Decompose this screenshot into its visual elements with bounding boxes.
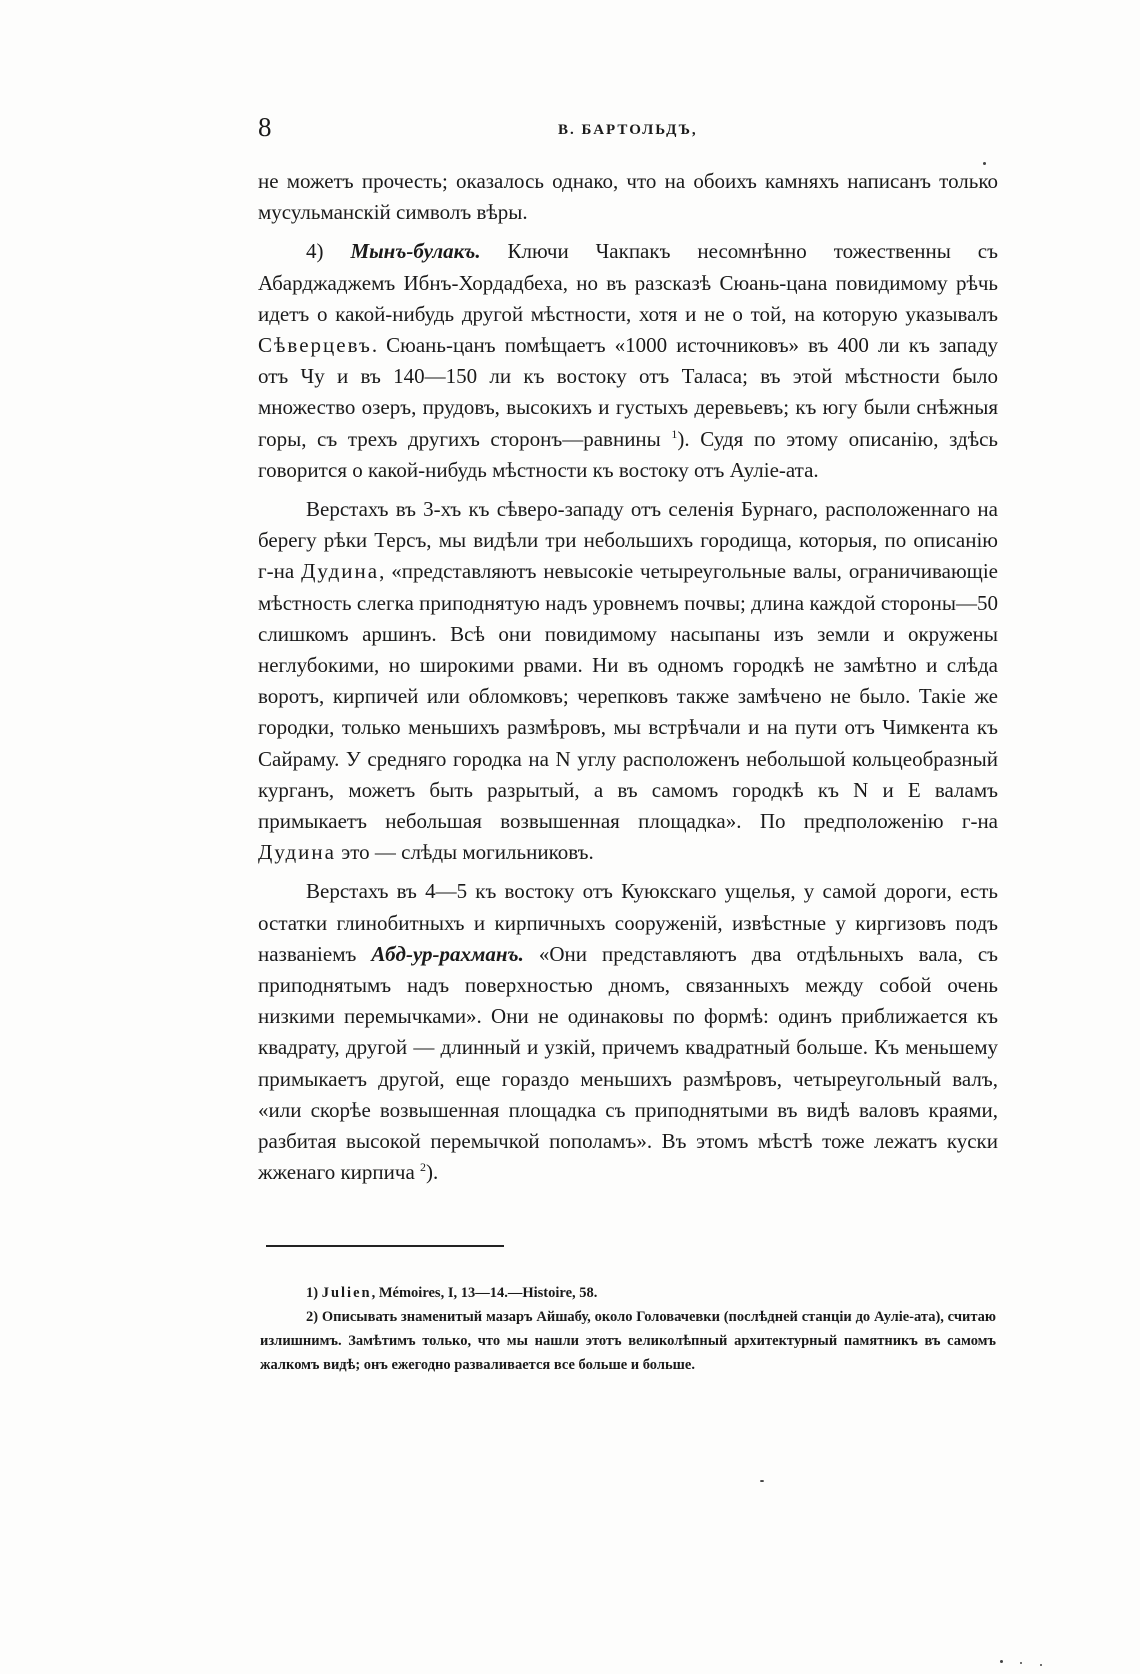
- paragraph-2: [258, 236, 998, 486]
- paragraph-4-text-b: «Они представляютъ два отдѣльныхъ вала, съ приподнятымъ надъ поверхностью дномъ, связанныхъ между собой очень низкими перемычками». Они не одинаковы по формѣ: одинъ приближается къ квадрату, другой — длинный и узкій, причемъ квадратный больше. Къ меньшему примыкаетъ другой, еще гораздо меньшихъ размѣровъ, четыреугольный валъ, «или скорѣе возвышенная площадка съ приподнятыми въ видѣ валовъ краями, разбитая высокой перемычкой пополамъ». Въ этомъ мѣстѣ тоже лежатъ куски жженаго кирпича: [258, 941, 999, 1185]
- running-head: В. БАРТОЛЬДЪ,: [558, 122, 698, 138]
- place-name-abd-ur-rakhman: Абд-ур-рахманъ.: [371, 941, 524, 966]
- footnote-ref-1: 1: [671, 426, 678, 441]
- scan-speck: [1020, 1662, 1022, 1664]
- footnote-1-author: Julien: [321, 1285, 372, 1301]
- page-header: [258, 112, 998, 148]
- footnote-divider: [266, 1245, 504, 1247]
- page-number: 8: [258, 112, 272, 142]
- footnotes: [260, 1281, 996, 1377]
- footnote-2: 2) Описывать знаменитый мазаръ Айшабу, около Головачевки (послѣдней станціи до Ауліе-ата), считаю излишнимъ. Замѣтимъ только, что мы нашли этотъ великолѣпный архитектурный памятникъ въ самомъ жалкомъ видѣ; онъ ежегодно разваливается все больше и больше.: [260, 1309, 996, 1373]
- body-text: [258, 166, 998, 1189]
- paragraph-3-text-a: Верстахъ въ 3-хъ къ сѣверо-западу отъ селенія Бурнаго, расположеннаго на берегу рѣки Терсъ, мы видѣли три небольшихъ городища, которыя, по описанію г-на: [258, 497, 998, 584]
- scan-speck: [983, 162, 986, 165]
- paragraph-4-text-a: Верстахъ въ 4—5 къ востоку отъ Куюкскаго ущелья, у самой дороги, есть остатки глинобитныхъ и кирпичныхъ сооруженій, извѣстные у киргизовъ подъ названіемъ: [258, 879, 998, 966]
- author-name-dudin-2: Дудина: [258, 840, 336, 865]
- footnote-1-number: 1): [306, 1285, 319, 1301]
- paragraph-2-text-a: Ключи Чакпакъ несомнѣнно тожественны съ Абарджаджемъ Ибнъ-Хордадбеха, но въ разсказѣ Сюань-цана повидимому рѣчь идетъ о какой-нибудь другой мѣстности, хотя и не о той, на которую указывалъ: [258, 239, 998, 326]
- paragraph-4-text-c: ).: [426, 1160, 439, 1185]
- scan-speck: [1000, 1660, 1003, 1663]
- paragraph-1: не можетъ прочесть; оказалось однако, что на обоихъ камняхъ написанъ только мусульманскій символъ вѣры.: [258, 169, 998, 225]
- author-name-severtsov: Сѣверцевъ: [258, 333, 372, 358]
- footnote-1: [260, 1281, 996, 1305]
- section-heading: Мынъ-булакъ.: [350, 239, 481, 264]
- scan-speck: [760, 1480, 764, 1482]
- footnote-ref-2: 2: [420, 1160, 427, 1175]
- paragraph-3: [258, 494, 998, 868]
- paragraph-2-text-b: . Сюань-цанъ помѣщаетъ «1000 источниковъ» въ 400 ли къ западу отъ Чу и въ 140—150 ли къ востоку отъ Таласа; въ этой мѣстности было множество озеръ, прудовъ, высокихъ и густыхъ деревьевъ; къ югу были снѣжныя горы, съ трехъ другихъ сторонъ—равнины: [258, 333, 998, 451]
- scan-speck: [1040, 1664, 1042, 1666]
- paragraph-3-text-b: , «представляютъ невысокіе четыреугольные валы, ограничивающіе мѣстность слегка приподнятую надъ уровнемъ почвы; длина каждой стороны—50 слишкомъ аршинъ. Всѣ они повидимому насыпаны изъ земли и окружены неглубокими, но широкими рвами. Ни въ одномъ городкѣ не замѣтно и слѣда воротъ, кирпичей или обломковъ; черепковъ также замѣчено не было. Такіе же городки, только меньшихъ размѣровъ, мы встрѣчали и на пути отъ Чимкента къ Сайраму. У средняго городка на N углу расположенъ небольшой кольцеобразный курганъ, можетъ быть разрытый, а въ самомъ городкѣ къ N и E валамъ примыкаетъ небольшая возвышенная площадка». По предположенію г-на: [258, 559, 999, 834]
- paragraph-2-text-c: ). Судя по этому описанію, здѣсь говорится о какой-нибудь мѣстности къ востоку отъ Ауліе-ата.: [258, 426, 999, 482]
- author-name-dudin: Дудина: [301, 559, 380, 584]
- section-number: 4): [306, 239, 324, 264]
- footnote-1-text: , Mémoires, I, 13—14.—Histoire, 58.: [371, 1285, 598, 1301]
- paragraph-4: [258, 876, 998, 1188]
- paragraph-3-text-c: это — слѣды могильниковъ.: [341, 840, 594, 865]
